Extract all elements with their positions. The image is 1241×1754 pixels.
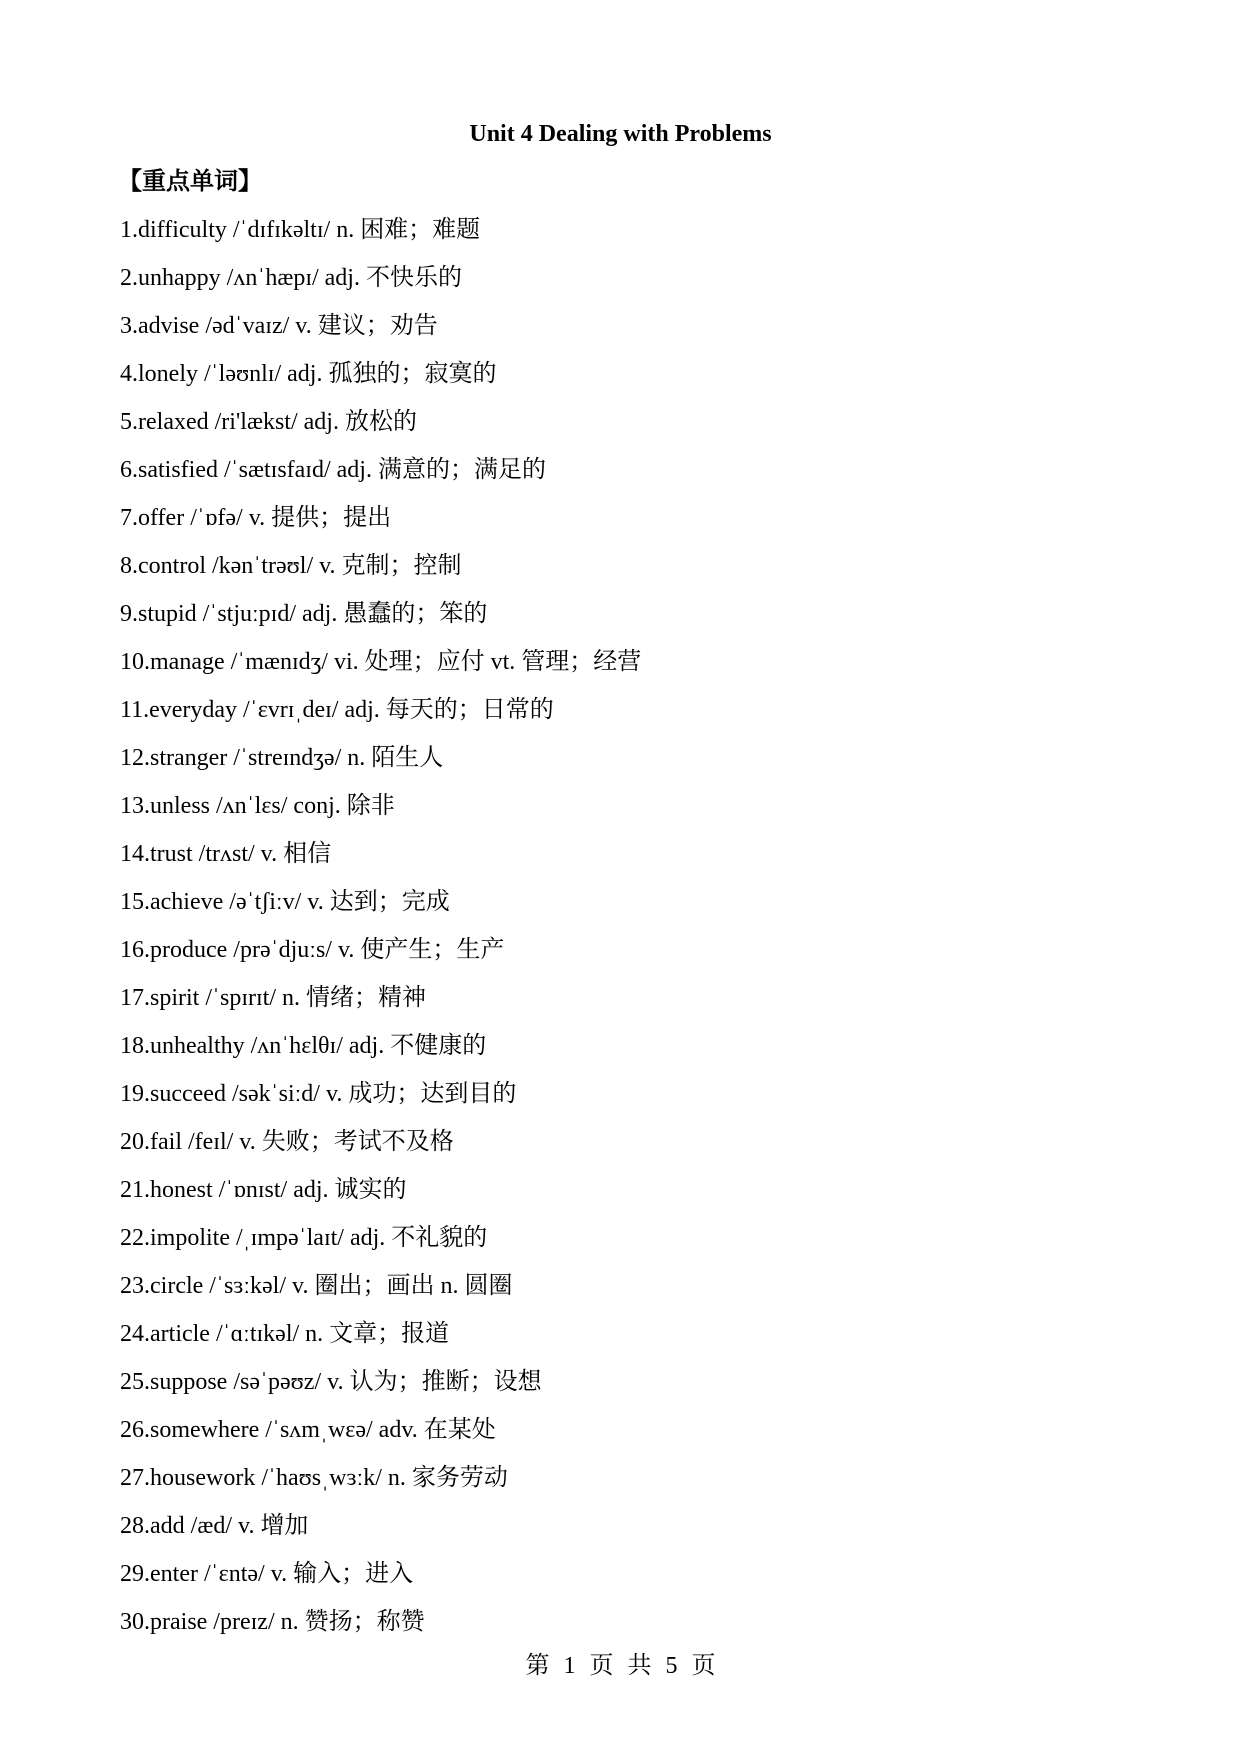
vocabulary-list: [120, 214, 641, 1654]
vocab-item: 15.achieve /əˈtʃiːv/ v. 达到；完成: [120, 889, 450, 915]
vocab-item: 9.stupid /ˈstjuːpɪd/ adj. 愚蠢的；笨的: [120, 601, 488, 627]
vocab-item: 18.unhealthy /ʌnˈhɛlθɪ/ adj. 不健康的: [120, 1033, 487, 1059]
page-title: Unit 4 Dealing with Problems: [469, 121, 772, 147]
vocab-item: 8.control /kənˈtrəʊl/ v. 克制；控制: [120, 553, 462, 579]
vocab-item: 30.praise /preɪz/ n. 赞扬；称赞: [120, 1609, 425, 1635]
section-heading: 【重点单词】: [118, 169, 262, 195]
vocab-item: 5.relaxed /ri'lækst/ adj. 放松的: [120, 409, 417, 435]
vocab-item: 4.lonely /ˈləʊnlɪ/ adj. 孤独的；寂寞的: [120, 361, 497, 387]
vocab-item: 28.add /æd/ v. 增加: [120, 1513, 309, 1539]
vocab-item: 21.honest /ˈɒnɪst/ adj. 诚实的: [120, 1177, 407, 1203]
vocab-item: 22.impolite /ˌɪmpəˈlaɪt/ adj. 不礼貌的: [120, 1225, 488, 1251]
vocab-item: 10.manage /ˈmænɪdʒ/ vi. 处理；应付 vt. 管理；经营: [120, 649, 642, 675]
vocab-item: 16.produce /prəˈdjuːs/ v. 使产生；生产: [120, 937, 505, 963]
vocab-item: 20.fail /feɪl/ v. 失败；考试不及格: [120, 1129, 454, 1155]
vocab-item: 23.circle /ˈsɜːkəl/ v. 圈出；画出 n. 圆圈: [120, 1273, 513, 1299]
vocab-item: 27.housework /ˈhaʊsˌwɜːk/ n. 家务劳动: [120, 1465, 508, 1491]
vocab-item: 13.unless /ʌnˈlɛs/ conj. 除非: [120, 793, 395, 819]
page-footer: 第 1 页 共 5 页: [525, 1653, 716, 1679]
vocab-item: 17.spirit /ˈspɪrɪt/ n. 情绪；精神: [120, 985, 426, 1011]
vocab-item: 2.unhappy /ʌnˈhæpɪ/ adj. 不快乐的: [120, 265, 462, 291]
vocab-item: 7.offer /ˈɒfə/ v. 提供；提出: [120, 505, 392, 531]
vocab-item: 6.satisfied /ˈsætɪsfaɪd/ adj. 满意的；满足的: [120, 457, 546, 483]
vocab-item: 14.trust /trʌst/ v. 相信: [120, 841, 332, 867]
vocab-item: 19.succeed /səkˈsiːd/ v. 成功；达到目的: [120, 1081, 517, 1107]
vocab-item: 29.enter /ˈɛntə/ v. 输入；进入: [120, 1561, 414, 1587]
vocab-item: 11.everyday /ˈɛvrɪˌdeɪ/ adj. 每天的；日常的: [120, 697, 554, 723]
vocab-item: 3.advise /ədˈvaɪz/ v. 建议；劝告: [120, 313, 438, 339]
vocab-item: 25.suppose /səˈpəʊz/ v. 认为；推断；设想: [120, 1369, 542, 1395]
vocab-item: 26.somewhere /ˈsʌmˌwɛə/ adv. 在某处: [120, 1417, 496, 1443]
vocab-item: 12.stranger /ˈstreɪndʒə/ n. 陌生人: [120, 745, 444, 771]
vocab-item: 1.difficulty /ˈdɪfɪkəltɪ/ n. 困难；难题: [120, 217, 481, 243]
vocab-item: 24.article /ˈɑːtɪkəl/ n. 文章；报道: [120, 1321, 450, 1347]
